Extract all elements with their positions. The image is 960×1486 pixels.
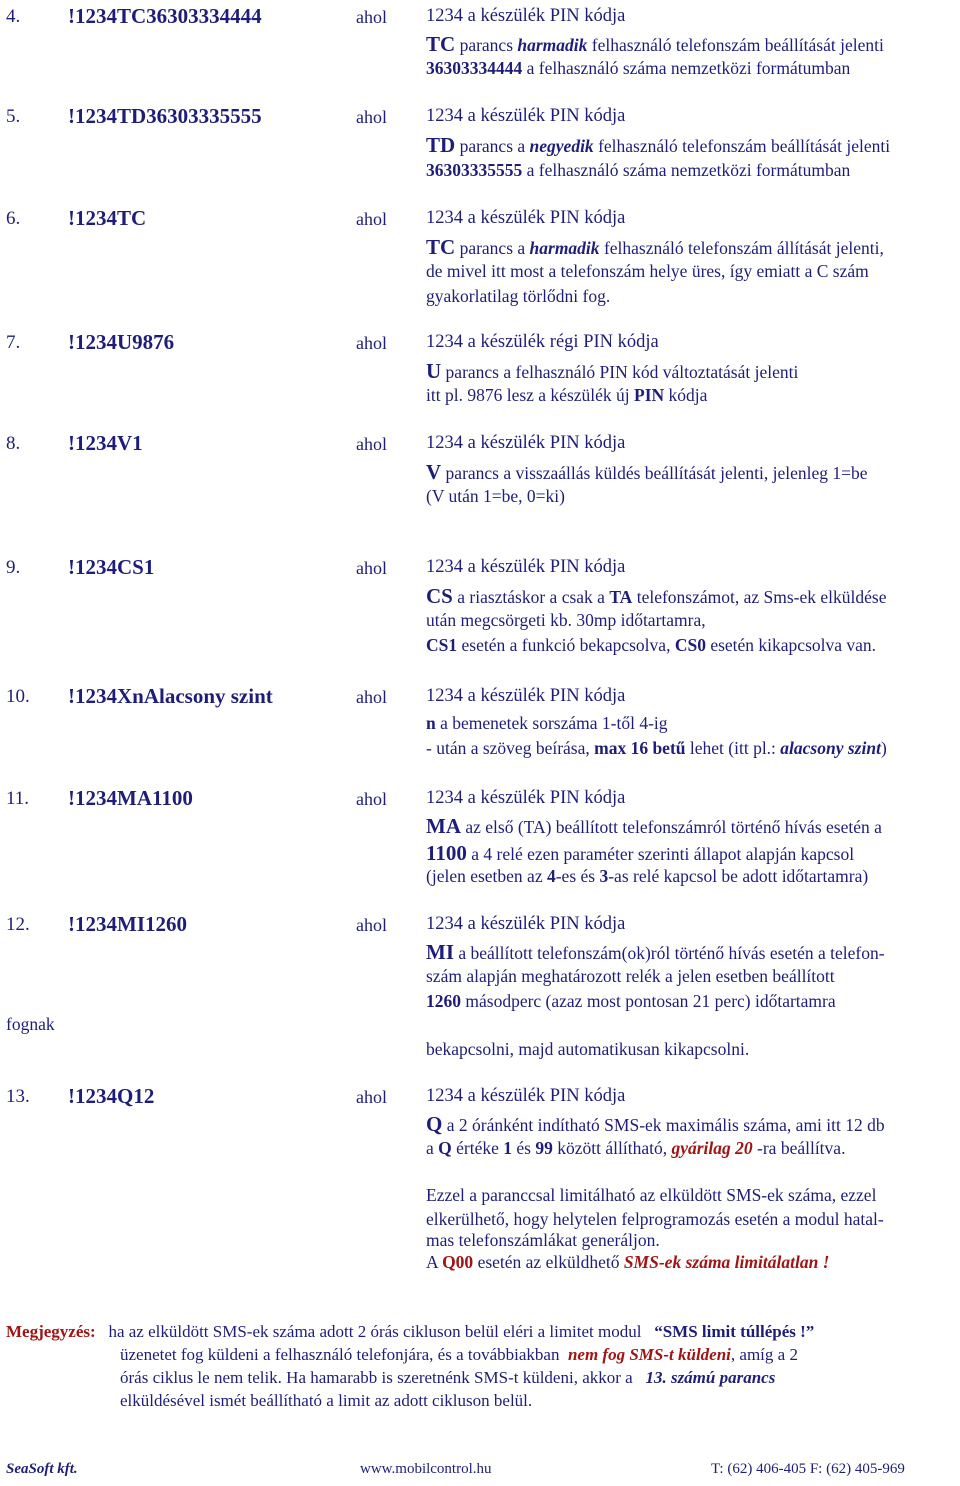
desc-line: TC parancs a harmadik felhasználó telefonszám állítását jelenti, [426,235,884,259]
phone-fax: T: (62) 406-405 F: (62) 405-969 [711,1461,905,1477]
desc-line: TD parancs a negyedik felhasználó telefonszám beállítását jelenti [426,133,891,157]
ahol-label: ahol [356,558,387,578]
desc-line: CS a riasztáskor a csak a TA telefonszámot, az Sms-ek elküldése [426,584,887,608]
ahol-label: ahol [356,333,387,353]
item-number: 10. [6,686,30,707]
item-number: 7. [6,332,21,353]
company-name: SeaSoft kft. [6,1461,78,1477]
desc-line: elkerülhető, hogy helytelen felprogramozás esetén a modul hatal- [426,1209,884,1229]
command: !1234TD36303335555 [68,104,262,128]
desc-line: mas telefonszámlákat generáljon. [426,1230,660,1250]
pin-line: 1234 a készülék PIN kódja [426,1086,626,1106]
command: !1234MA1100 [68,786,193,810]
desc-line: de mivel itt most a telefonszám helye üres, így emiatt a C szám [426,261,869,281]
item-number: 5. [6,106,21,127]
ahol-label: ahol [356,915,387,935]
desc-line: 1260 másodperc (azaz most pontosan 21 perc) időtartamra [426,991,836,1011]
desc-line: - után a szöveg beírása, max 16 betű lehet (itt pl.: alacsony szint) [426,738,887,758]
ahol-label: ahol [356,209,387,229]
desc-line: Ezzel a paranccsal limitálható az elküldött SMS-ek száma, ezzel [426,1185,877,1205]
command: !1234TC36303334444 [68,4,262,28]
pin-line: 1234 a készülék régi PIN kódja [426,332,659,352]
desc-line: itt pl. 9876 lesz a készülék új PIN kódja [426,385,708,405]
ahol-label: ahol [356,1087,387,1107]
desc-line: n a bemenetek sorszáma 1-től 4-ig [426,713,668,733]
desc-line: 1100 a 4 relé ezen paraméter szerinti állapot alapján kapcsol [426,841,855,865]
desc-line: (jelen esetben az 4-es és 3-as relé kapcsol be adott időtartamra) [426,866,869,886]
command: !1234Q12 [68,1084,155,1108]
desc-line: bekapcsolni, majd automatikusan kikapcsolni. [426,1039,750,1059]
ahol-label: ahol [356,107,387,127]
item-number: 11. [6,788,30,809]
desc-line: gyakorlatilag törlődni fog. [426,286,611,306]
desc-line: szám alapján meghatározott relék a jelen esetben beállított [426,966,835,986]
pin-line: 1234 a készülék PIN kódja [426,106,626,126]
website-link[interactable]: www.mobilcontrol.hu [360,1461,492,1477]
ahol-label: ahol [356,434,387,454]
desc-line: MI a beállított telefonszám(ok)ról történő hívás esetén a telefon- [426,940,885,964]
item-number: 13. [6,1086,30,1107]
desc-line: TC parancs harmadik felhasználó telefonszám beállítását jelenti [426,32,884,56]
ahol-label: ahol [356,789,387,809]
item-number: 6. [6,208,21,229]
item-number: 9. [6,557,21,578]
desc-line: után megcsörgeti kb. 30mp időtartamra, [426,610,706,630]
command: !1234XnAlacsony szint [68,684,273,708]
note-line: órás ciklus le nem telik. Ha hamarabb is szeretnénk SMS-t küldeni, akkor a 13. számú parancs [120,1368,776,1387]
ahol-label: ahol [356,7,387,27]
pin-line: 1234 a készülék PIN kódja [426,686,626,706]
desc-line: (V után 1=be, 0=ki) [426,486,565,506]
pin-line: 1234 a készülék PIN kódja [426,914,626,934]
command: !1234MI1260 [68,912,187,936]
note-line: elküldésével ismét beállítható a limit az adott cikluson belül. [120,1391,533,1410]
pin-line: 1234 a készülék PIN kódja [426,557,626,577]
item-number: 4. [6,6,21,27]
overflow-word: fognak [6,1014,55,1034]
pin-line: 1234 a készülék PIN kódja [426,208,626,228]
command: !1234V1 [68,431,143,455]
desc-line: 36303334444 a felhasználó száma nemzetközi formátumban [426,58,851,78]
command: !1234U9876 [68,330,175,354]
ahol-label: ahol [356,687,387,707]
command: !1234CS1 [68,555,155,579]
pin-line: 1234 a készülék PIN kódja [426,788,626,808]
pin-line: 1234 a készülék PIN kódja [426,433,626,453]
desc-line: a Q értéke 1 és 99 között állítható, gyárilag 20 -ra beállítva. [426,1138,846,1158]
note-label: Megjegyzés [6,1322,91,1341]
desc-line: 36303335555 a felhasználó száma nemzetközi formátumban [426,160,851,180]
desc-line: V parancs a visszaállás küldés beállítását jelenti, jelenleg 1=be [426,460,868,484]
pin-line: 1234 a készülék PIN kódja [426,6,626,26]
item-number: 8. [6,433,21,454]
desc-line: A Q00 esetén az elküldhető SMS-ek száma limitálatlan ! [426,1252,830,1272]
desc-line: U parancs a felhasználó PIN kód változtatását jelenti [426,359,799,383]
desc-line: MA az első (TA) beállított telefonszámról történő hívás esetén a [426,814,882,838]
desc-line: CS1 esetén a funkció bekapcsolva, CS0 esetén kikapcsolva van. [426,635,877,655]
note-line: Megjegyzés: ha az elküldött SMS-ek száma adott 2 órás cikluson belül eléri a limitet modul “SMS limit túllépés !” [6,1322,815,1341]
note-line: üzenetet fog küldeni a felhasználó telefonjára, és a továbbiakban nem fog SMS-t küldeni, amíg a 2 [120,1345,798,1364]
desc-line: Q a 2 óránként indítható SMS-ek maximális száma, ami itt 12 db [426,1112,885,1136]
command: !1234TC [68,206,147,230]
item-number: 12. [6,914,30,935]
